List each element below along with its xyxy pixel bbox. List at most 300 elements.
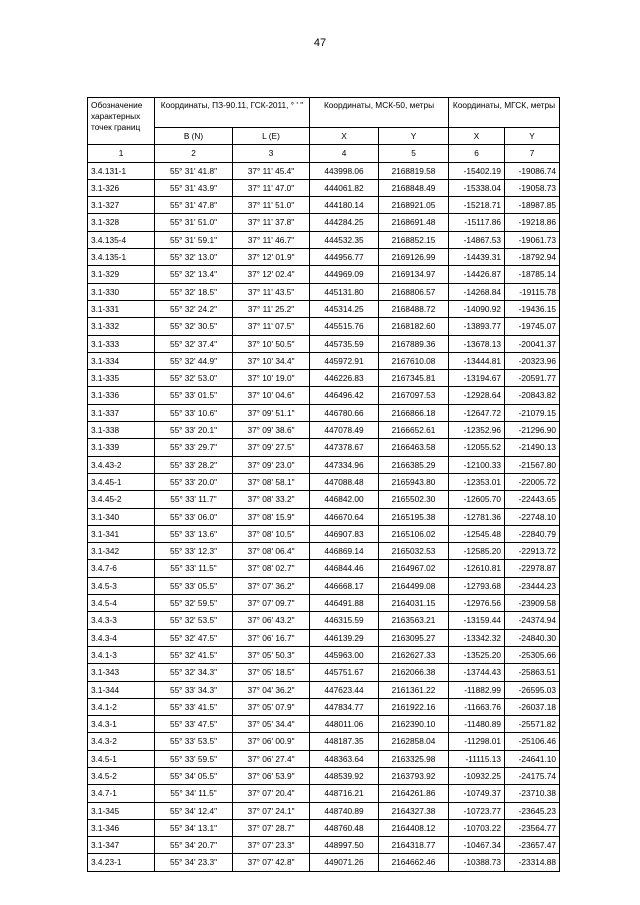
latitude-b-cell: 55° 32' 53.0" [155,370,233,387]
y-msk50-cell: 2165106.02 [379,525,449,542]
point-code-cell: 3.1-331 [88,300,155,317]
point-code-cell: 3.4.5-4 [88,595,155,612]
point-code-cell: 3.4.45-2 [88,491,155,508]
point-code-cell: 3.4.7-6 [88,560,155,577]
y-msk50-cell: 2164318.77 [379,837,449,854]
x-mgsk-cell: -12976.56 [449,595,505,612]
latitude-b-cell: 55° 32' 18.5" [155,283,233,300]
latitude-b-cell: 55° 32' 44.9" [155,352,233,369]
latitude-b-cell: 55° 32' 30.5" [155,318,233,335]
y-mgsk-cell: -25863.51 [505,664,560,681]
point-code-cell: 3.1-332 [88,318,155,335]
table-row [88,819,560,836]
point-code-cell: 3.4.23-1 [88,854,155,871]
y-mgsk-cell: -19058.73 [505,179,560,196]
longitude-l-cell: 37° 11' 51.0" [233,197,310,214]
x-msk50-cell: 444180.14 [310,197,379,214]
point-code-cell: 3.1-339 [88,439,155,456]
point-code-cell: 3.1-338 [88,422,155,439]
longitude-l-cell: 37° 11' 47.0" [233,179,310,196]
table-row [88,854,560,871]
table-row [88,404,560,421]
x-msk50-cell: 445131.80 [310,283,379,300]
y-msk50-cell: 2162858.04 [379,733,449,750]
longitude-l-cell: 37° 09' 51.1" [233,404,310,421]
table-row [88,422,560,439]
x-msk50-cell: 444284.25 [310,214,379,231]
y-mgsk-cell: -22913.72 [505,543,560,560]
x-mgsk-cell: -11663.76 [449,698,505,715]
y-msk50-cell: 2169126.99 [379,249,449,266]
y-mgsk-cell: -23657.47 [505,837,560,854]
x-msk50-cell: 446844.46 [310,560,379,577]
latitude-b-cell: 55° 31' 51.0" [155,214,233,231]
table-row [88,231,560,248]
point-code-cell: 3.1-343 [88,664,155,681]
x-mgsk-cell: -10467.34 [449,837,505,854]
y-mgsk-cell: -20323.96 [505,352,560,369]
latitude-b-cell: 55° 32' 13.0" [155,249,233,266]
x-mgsk-cell: -13444.81 [449,352,505,369]
x-msk50-cell: 445751.67 [310,664,379,681]
x-msk50-cell: 444956.77 [310,249,379,266]
y-msk50-cell: 2167889.36 [379,335,449,352]
y-mgsk-cell: -21296.90 [505,422,560,439]
y-msk50-cell: 2163095.27 [379,629,449,646]
table-row [88,179,560,196]
x-msk50-cell: 446496.42 [310,387,379,404]
x-mgsk-cell: -12545.48 [449,525,505,542]
table-row [88,525,560,542]
latitude-b-cell: 55° 33' 11.7" [155,491,233,508]
header-group-pz: Координаты, ПЗ-90.11, ГСК-2011, ° ' " [155,98,310,128]
longitude-l-cell: 37° 05' 50.3" [233,646,310,663]
point-code-cell: 3.4.135-4 [88,231,155,248]
latitude-b-cell: 55° 32' 53.5" [155,612,233,629]
x-mgsk-cell: -12928.64 [449,387,505,404]
y-mgsk-cell: -26595.03 [505,681,560,698]
x-msk50-cell: 444532.35 [310,231,379,248]
latitude-b-cell: 55° 34' 13.1" [155,819,233,836]
longitude-l-cell: 37° 05' 18.5" [233,664,310,681]
y-mgsk-cell: -19436.15 [505,300,560,317]
longitude-l-cell: 37° 06' 27.4" [233,750,310,767]
y-msk50-cell: 2169134.97 [379,266,449,283]
y-mgsk-cell: -20041.37 [505,335,560,352]
longitude-l-cell: 37° 11' 25.2" [233,300,310,317]
header-col-number: 2 [155,145,233,162]
longitude-l-cell: 37° 11' 37.8" [233,214,310,231]
longitude-l-cell: 37° 08' 58.1" [233,473,310,490]
y-msk50-cell: 2164662.46 [379,854,449,871]
point-code-cell: 3.4.45-1 [88,473,155,490]
y-msk50-cell: 2166463.58 [379,439,449,456]
y-msk50-cell: 2166385.29 [379,456,449,473]
x-msk50-cell: 447623.44 [310,681,379,698]
latitude-b-cell: 55° 33' 47.5" [155,716,233,733]
y-mgsk-cell: -22840.79 [505,525,560,542]
point-code-cell: 3.1-341 [88,525,155,542]
table-row [88,300,560,317]
x-mgsk-cell: -12605.70 [449,491,505,508]
longitude-l-cell: 37° 10' 34.4" [233,352,310,369]
longitude-l-cell: 37° 07' 09.7" [233,595,310,612]
longitude-l-cell: 37° 05' 07.9" [233,698,310,715]
latitude-b-cell: 55° 32' 41.5" [155,646,233,663]
x-mgsk-cell: -10749.37 [449,785,505,802]
longitude-l-cell: 37° 08' 15.9" [233,508,310,525]
x-mgsk-cell: -10703.22 [449,819,505,836]
y-mgsk-cell: -23909.58 [505,595,560,612]
table-row [88,733,560,750]
point-code-cell: 3.4.3-2 [88,733,155,750]
y-msk50-cell: 2168848.49 [379,179,449,196]
y-msk50-cell: 2168921.05 [379,197,449,214]
y-mgsk-cell: -22005.72 [505,473,560,490]
point-code-cell: 3.4.1-3 [88,646,155,663]
x-mgsk-cell: -12647.72 [449,404,505,421]
point-code-cell: 3.1-328 [88,214,155,231]
y-msk50-cell: 2161922.16 [379,698,449,715]
y-mgsk-cell: -18987.85 [505,197,560,214]
x-mgsk-cell: -12055.52 [449,439,505,456]
x-msk50-cell: 448539.92 [310,767,379,784]
latitude-b-cell: 55° 33' 20.1" [155,422,233,439]
x-msk50-cell: 445735.59 [310,335,379,352]
table-row [88,681,560,698]
y-msk50-cell: 2163793.92 [379,767,449,784]
x-mgsk-cell: -12781.36 [449,508,505,525]
x-msk50-cell: 443998.06 [310,162,379,179]
point-code-cell: 3.4.43-2 [88,456,155,473]
point-code-cell: 3.1-340 [88,508,155,525]
y-mgsk-cell: -24175.74 [505,767,560,784]
point-code-cell: 3.4.5-1 [88,750,155,767]
longitude-l-cell: 37° 06' 00.9" [233,733,310,750]
latitude-b-cell: 55° 33' 34.3" [155,681,233,698]
x-mgsk-cell: -11115.13 [449,750,505,767]
x-mgsk-cell: -12352.96 [449,422,505,439]
x-mgsk-cell: -13342.32 [449,629,505,646]
x-msk50-cell: 445963.00 [310,646,379,663]
x-msk50-cell: 447834.77 [310,698,379,715]
y-mgsk-cell: -19745.07 [505,318,560,335]
y-mgsk-cell: -22978.87 [505,560,560,577]
table-row [88,249,560,266]
longitude-l-cell: 37° 11' 43.5" [233,283,310,300]
header-sub-b: B (N) [155,128,233,145]
longitude-l-cell: 37° 10' 50.5" [233,335,310,352]
table-row [88,456,560,473]
y-mgsk-cell: -20843.82 [505,387,560,404]
x-msk50-cell: 446668.17 [310,577,379,594]
point-code-cell: 3.1-347 [88,837,155,854]
table-header [88,98,560,163]
table-row [88,802,560,819]
table-row [88,387,560,404]
header-col-number: 4 [310,145,379,162]
y-mgsk-cell: -26037.18 [505,698,560,715]
latitude-b-cell: 55° 34' 12.4" [155,802,233,819]
table-row [88,473,560,490]
header-code: Обозначение характерных точек границ [88,98,155,145]
x-msk50-cell: 446139.29 [310,629,379,646]
point-code-cell: 3.1-336 [88,387,155,404]
table-row [88,629,560,646]
x-mgsk-cell: -14867.53 [449,231,505,248]
header-sub-l: L (E) [233,128,310,145]
point-code-cell: 3.1-337 [88,404,155,421]
table-row [88,577,560,594]
point-code-cell: 3.1-329 [88,266,155,283]
header-col-number: 3 [233,145,310,162]
point-code-cell: 3.4.5-2 [88,767,155,784]
latitude-b-cell: 55° 34' 11.5" [155,785,233,802]
x-msk50-cell: 446670.64 [310,508,379,525]
table-row [88,543,560,560]
x-msk50-cell: 446869.14 [310,543,379,560]
latitude-b-cell: 55° 33' 06.0" [155,508,233,525]
y-msk50-cell: 2164261.86 [379,785,449,802]
x-mgsk-cell: -10932.25 [449,767,505,784]
y-msk50-cell: 2163563.21 [379,612,449,629]
x-mgsk-cell: -15117.86 [449,214,505,231]
y-msk50-cell: 2166866.18 [379,404,449,421]
latitude-b-cell: 55° 33' 53.5" [155,733,233,750]
header-sub-y-msk: Y [379,128,449,145]
y-msk50-cell: 2164967.02 [379,560,449,577]
table-row [88,767,560,784]
x-mgsk-cell: -15218.71 [449,197,505,214]
x-mgsk-cell: -11882.99 [449,681,505,698]
x-msk50-cell: 445972.91 [310,352,379,369]
x-mgsk-cell: -14439.31 [449,249,505,266]
longitude-l-cell: 37° 06' 43.2" [233,612,310,629]
longitude-l-cell: 37° 10' 04.6" [233,387,310,404]
x-msk50-cell: 445314.25 [310,300,379,317]
header-sub-x-msk: X [310,128,379,145]
table-body [88,162,560,871]
latitude-b-cell: 55° 33' 12.3" [155,543,233,560]
longitude-l-cell: 37° 07' 24.1" [233,802,310,819]
y-msk50-cell: 2164031.15 [379,595,449,612]
table-row [88,612,560,629]
point-code-cell: 3.1-342 [88,543,155,560]
table-row [88,646,560,663]
longitude-l-cell: 37° 06' 16.7" [233,629,310,646]
header-col-number: 6 [449,145,505,162]
table-row [88,335,560,352]
x-mgsk-cell: -13194.67 [449,370,505,387]
x-msk50-cell: 447334.96 [310,456,379,473]
table-row [88,837,560,854]
x-msk50-cell: 446226.83 [310,370,379,387]
latitude-b-cell: 55° 33' 13.6" [155,525,233,542]
longitude-l-cell: 37° 08' 06.4" [233,543,310,560]
longitude-l-cell: 37° 07' 20.4" [233,785,310,802]
longitude-l-cell: 37° 11' 46.7" [233,231,310,248]
y-mgsk-cell: -24641.10 [505,750,560,767]
longitude-l-cell: 37° 10' 19.0" [233,370,310,387]
y-mgsk-cell: -22748.10 [505,508,560,525]
y-msk50-cell: 2165502.30 [379,491,449,508]
x-msk50-cell: 444969.09 [310,266,379,283]
latitude-b-cell: 55° 34' 20.7" [155,837,233,854]
y-mgsk-cell: -19061.73 [505,231,560,248]
y-msk50-cell: 2168852.15 [379,231,449,248]
point-code-cell: 3.4.131-1 [88,162,155,179]
point-code-cell: 3.1-334 [88,352,155,369]
header-group-mgsk: Координаты, МГСК, метры [449,98,560,128]
x-mgsk-cell: -12585.20 [449,543,505,560]
latitude-b-cell: 55° 31' 43.9" [155,179,233,196]
table-row [88,197,560,214]
x-mgsk-cell: -12610.81 [449,560,505,577]
point-code-cell: 3.1-330 [88,283,155,300]
longitude-l-cell: 37° 04' 36.2" [233,681,310,698]
table-row [88,716,560,733]
x-msk50-cell: 448187.35 [310,733,379,750]
point-code-cell: 3.4.3-1 [88,716,155,733]
longitude-l-cell: 37° 08' 02.7" [233,560,310,577]
x-mgsk-cell: -12100.33 [449,456,505,473]
x-msk50-cell: 448997.50 [310,837,379,854]
point-code-cell: 3.4.3-3 [88,612,155,629]
y-mgsk-cell: -18792.94 [505,249,560,266]
x-mgsk-cell: -13744.43 [449,664,505,681]
y-msk50-cell: 2166652.61 [379,422,449,439]
point-code-cell: 3.1-345 [88,802,155,819]
table-row [88,750,560,767]
table-row [88,214,560,231]
table-row [88,162,560,179]
y-mgsk-cell: -25106.46 [505,733,560,750]
x-msk50-cell: 446491.88 [310,595,379,612]
latitude-b-cell: 55° 33' 20.0" [155,473,233,490]
latitude-b-cell: 55° 31' 47.8" [155,197,233,214]
point-code-cell: 3.4.5-3 [88,577,155,594]
point-code-cell: 3.1-326 [88,179,155,196]
y-msk50-cell: 2168488.72 [379,300,449,317]
table-row [88,283,560,300]
latitude-b-cell: 55° 32' 24.2" [155,300,233,317]
x-mgsk-cell: -13893.77 [449,318,505,335]
table-row [88,698,560,715]
latitude-b-cell: 55° 33' 11.5" [155,560,233,577]
point-code-cell: 3.1-335 [88,370,155,387]
table-row [88,370,560,387]
y-msk50-cell: 2162627.33 [379,646,449,663]
latitude-b-cell: 55° 34' 23.3" [155,854,233,871]
y-msk50-cell: 2168819.58 [379,162,449,179]
y-mgsk-cell: -23645.23 [505,802,560,819]
y-msk50-cell: 2164499.08 [379,577,449,594]
longitude-l-cell: 37° 07' 42.8" [233,854,310,871]
longitude-l-cell: 37° 12' 02.4" [233,266,310,283]
x-msk50-cell: 446842.00 [310,491,379,508]
x-mgsk-cell: -11480.89 [449,716,505,733]
y-msk50-cell: 2162066.38 [379,664,449,681]
header-col-number: 1 [88,145,155,162]
y-msk50-cell: 2167610.08 [379,352,449,369]
page-number: 47 [313,37,327,49]
x-mgsk-cell: -14090.92 [449,300,505,317]
header-sub-x-mgsk: X [449,128,505,145]
header-col-number: 5 [379,145,449,162]
latitude-b-cell: 55° 33' 59.5" [155,750,233,767]
longitude-l-cell: 37° 12' 01.9" [233,249,310,266]
y-msk50-cell: 2165943.80 [379,473,449,490]
table-row [88,439,560,456]
y-mgsk-cell: -19086.74 [505,162,560,179]
y-mgsk-cell: -24374.94 [505,612,560,629]
header-group-msk: Координаты, МСК-50, метры [310,98,449,128]
latitude-b-cell: 55° 32' 34.3" [155,664,233,681]
x-msk50-cell: 446907.83 [310,525,379,542]
y-mgsk-cell: -22443.65 [505,491,560,508]
x-mgsk-cell: -10388.73 [449,854,505,871]
y-msk50-cell: 2168806.57 [379,283,449,300]
y-mgsk-cell: -25305.66 [505,646,560,663]
latitude-b-cell: 55° 32' 47.5" [155,629,233,646]
x-mgsk-cell: -15338.04 [449,179,505,196]
y-msk50-cell: 2161361.22 [379,681,449,698]
y-msk50-cell: 2164408.12 [379,819,449,836]
x-mgsk-cell: -12353.01 [449,473,505,490]
table-row [88,664,560,681]
latitude-b-cell: 55° 33' 29.7" [155,439,233,456]
point-code-cell: 3.4.1-2 [88,698,155,715]
coordinates-table [87,97,560,872]
longitude-l-cell: 37° 11' 45.4" [233,162,310,179]
y-mgsk-cell: -23314.88 [505,854,560,871]
y-mgsk-cell: -25571.82 [505,716,560,733]
y-mgsk-cell: -23710.38 [505,785,560,802]
point-code-cell: 3.1-344 [88,681,155,698]
y-mgsk-cell: -19115.78 [505,283,560,300]
latitude-b-cell: 55° 33' 28.2" [155,456,233,473]
longitude-l-cell: 37° 07' 28.7" [233,819,310,836]
longitude-l-cell: 37° 07' 23.3" [233,837,310,854]
x-msk50-cell: 445515.76 [310,318,379,335]
x-msk50-cell: 447078.49 [310,422,379,439]
x-msk50-cell: 448716.21 [310,785,379,802]
longitude-l-cell: 37° 08' 33.2" [233,491,310,508]
y-msk50-cell: 2163325.98 [379,750,449,767]
y-mgsk-cell: -21567.80 [505,456,560,473]
x-mgsk-cell: -11298.01 [449,733,505,750]
x-mgsk-cell: -14426.87 [449,266,505,283]
table-row [88,508,560,525]
table-row [88,318,560,335]
y-msk50-cell: 2164327.38 [379,802,449,819]
latitude-b-cell: 55° 31' 41.8" [155,162,233,179]
longitude-l-cell: 37° 08' 10.5" [233,525,310,542]
x-msk50-cell: 447378.67 [310,439,379,456]
latitude-b-cell: 55° 33' 10.6" [155,404,233,421]
x-msk50-cell: 448760.48 [310,819,379,836]
longitude-l-cell: 37° 11' 07.5" [233,318,310,335]
point-code-cell: 3.4.3-4 [88,629,155,646]
y-mgsk-cell: -21490.13 [505,439,560,456]
longitude-l-cell: 37° 09' 27.5" [233,439,310,456]
x-msk50-cell: 446315.59 [310,612,379,629]
x-mgsk-cell: -13159.44 [449,612,505,629]
latitude-b-cell: 55° 34' 05.5" [155,767,233,784]
longitude-l-cell: 37° 09' 23.0" [233,456,310,473]
x-msk50-cell: 448011.06 [310,716,379,733]
x-mgsk-cell: -13525.20 [449,646,505,663]
